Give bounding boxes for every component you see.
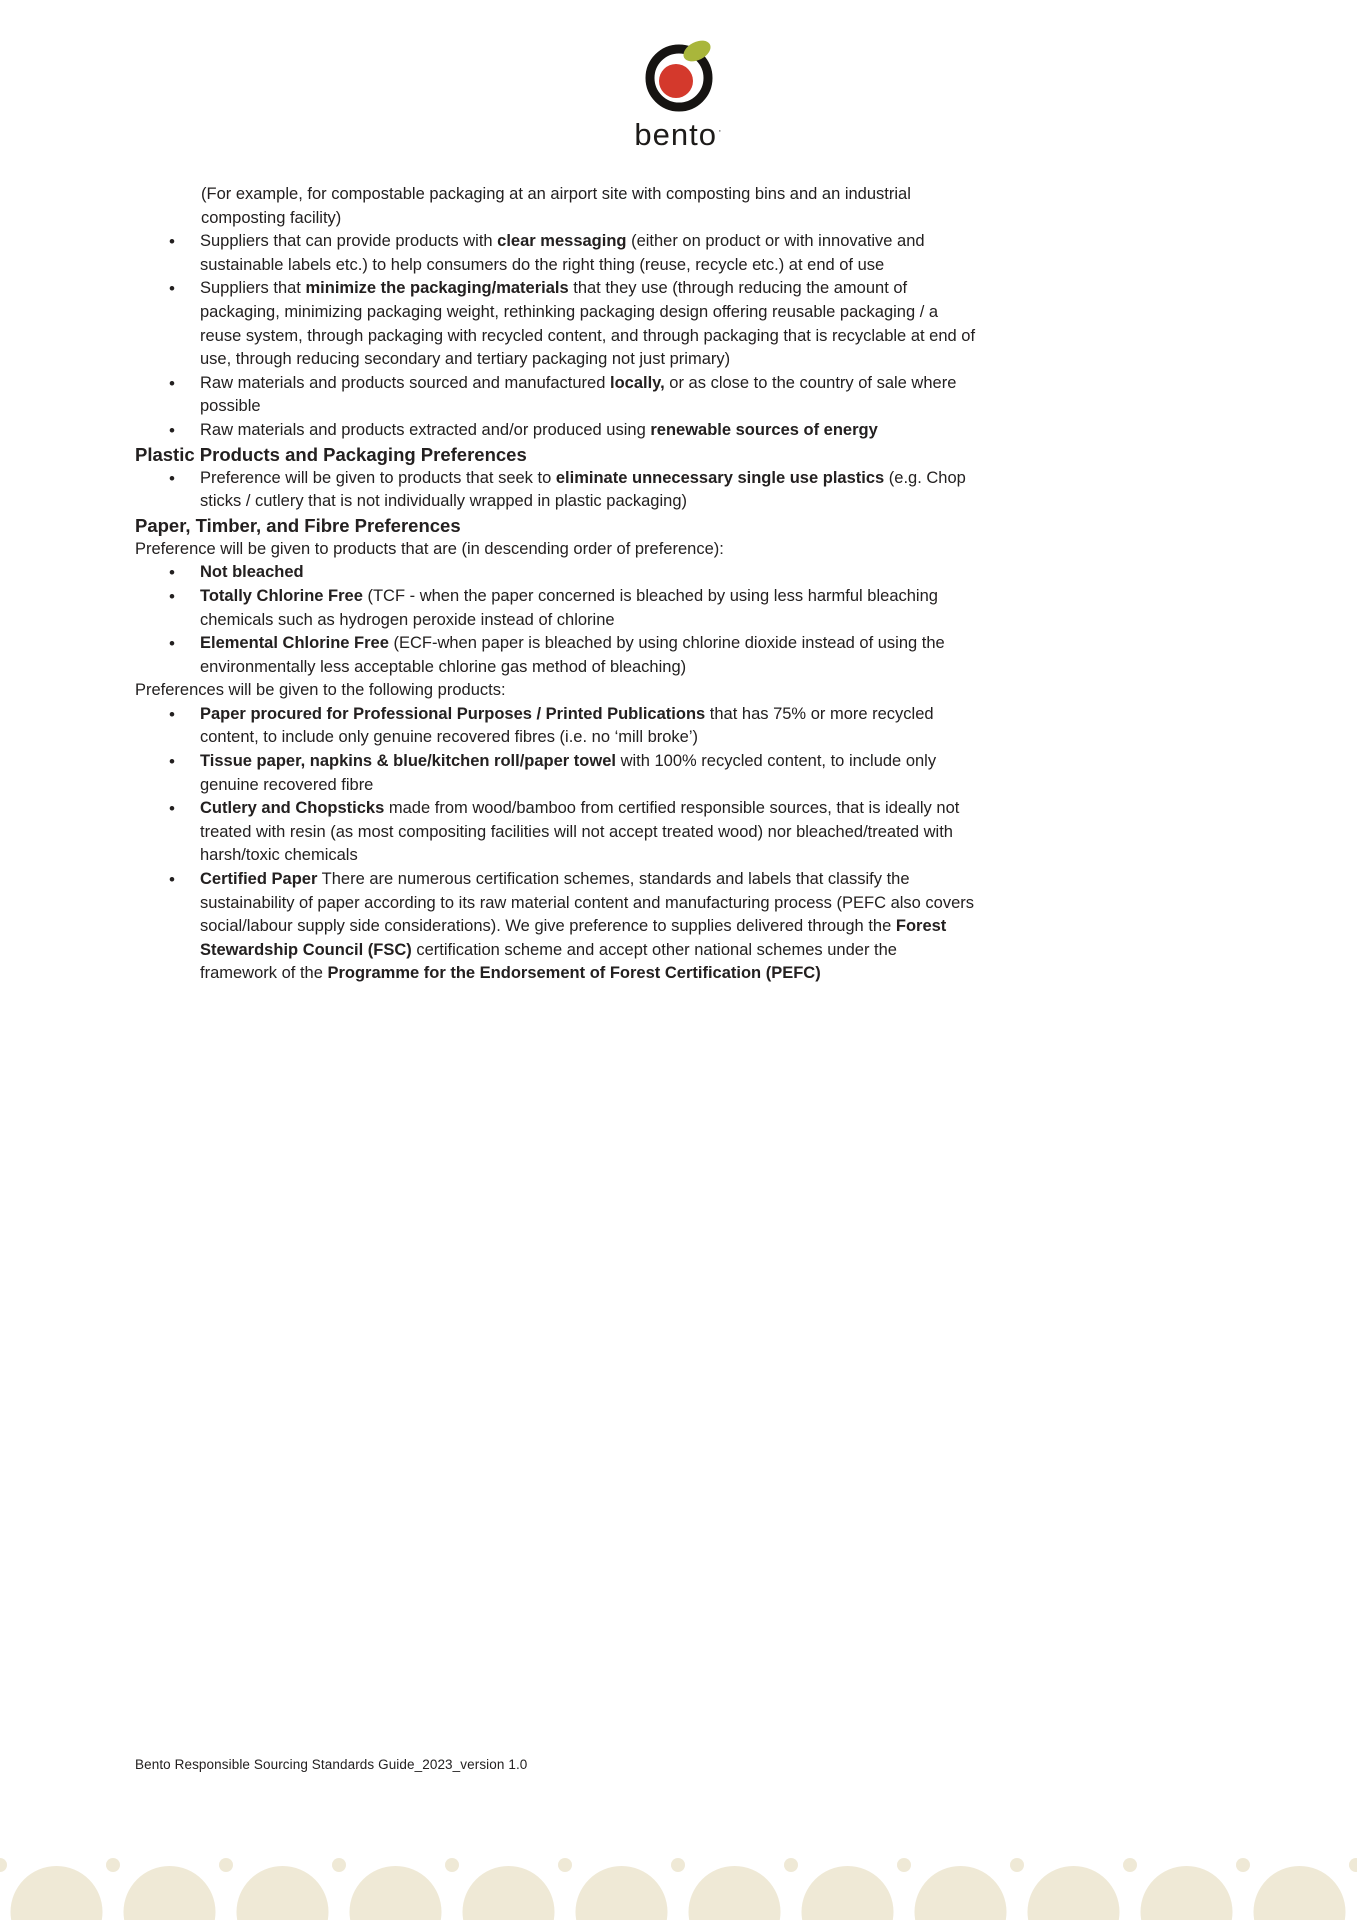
products-intro-paragraph: Preferences will be given to the following products:: [135, 681, 506, 700]
list-item: • Suppliers that minimize the packaging/materials that they use (through reducing the amount of packaging, minimizing packaging weight, rethinking packaging design offering reusable packaging / a reuse system, through packaging with recycled content, and through packaging that is recyclable at end of use, through reducing secondary and tertiary packaging not just primary): [168, 277, 978, 371]
supplier-preferences-list: [135, 230, 978, 442]
list-item: • Elemental Chlorine Free (ECF-when paper is bleached by using chlorine dioxide instead of using the environmentally less acceptable chlorine gas method of bleaching): [168, 632, 978, 679]
logo-red-dot: [659, 64, 693, 98]
list-item: • Not bleached: [168, 561, 978, 585]
logo-trademark-dot: ·: [717, 124, 723, 137]
logo: [0, 34, 1357, 153]
document-footer: Bento Responsible Sourcing Standards Guide_2023_version 1.0: [135, 1757, 528, 1772]
list-item: • Suppliers that can provide products with clear messaging (either on product or with innovative and sustainable labels etc.) to help consumers do the right thing (reuse, recycle etc.) at end of use: [168, 230, 978, 277]
logo-brand-text: bento: [634, 117, 717, 152]
bleaching-preferences-list: [135, 561, 978, 679]
example-note: (For example, for compostable packaging at an airport site with composting bins and an industrial composting facility): [201, 185, 911, 227]
list-item: • Raw materials and products sourced and manufactured locally, or as close to the country of sale where possible: [168, 372, 978, 419]
list-item: • Paper procured for Professional Purposes / Printed Publications that has 75% or more recycled content, to include only genuine recovered fibres (i.e. no ‘mill broke’): [168, 703, 978, 750]
list-item: • Totally Chlorine Free (TCF - when the paper concerned is bleached by using less harmful bleaching chemicals such as hydrogen peroxide instead of chlorine: [168, 585, 978, 632]
logo-wordmark: [634, 117, 722, 153]
heading-plastic-products: Plastic Products and Packaging Preferences: [135, 443, 527, 465]
heading-paper-timber-fibre: Paper, Timber, and Fibre Preferences: [135, 514, 461, 536]
bottom-border-decoration: [0, 1834, 1357, 1920]
list-item: • Preference will be given to products that seek to eliminate unnecessary single use plastics (e.g. Chop sticks / cutlery that is not individually wrapped in plastic packaging): [168, 467, 978, 514]
bento-logo-icon: [636, 34, 722, 116]
product-preferences-list: [135, 703, 978, 986]
list-item: • Certified Paper There are numerous certification schemes, standards and labels that classify the sustainability of paper according to its raw material content and manufacturing process (PEFC also covers social/labour supply side considerations). We give preference to supplies delivered through the Forest Stewardship Council (FSC) certification scheme and accept other national schemes under the framework of the Programme for the Endorsement of Forest Certification (PEFC): [168, 868, 978, 986]
document-content: [135, 183, 978, 986]
list-item: • Cutlery and Chopsticks made from wood/bamboo from certified responsible sources, that is ideally not treated with resin (as most compositing facilities will not accept treated wood) nor bleached/treated with harsh/toxic chemicals: [168, 797, 978, 868]
paper-intro-paragraph: Preference will be given to products that are (in descending order of preference):: [135, 539, 724, 558]
list-item: • Tissue paper, napkins & blue/kitchen roll/paper towel with 100% recycled content, to include only genuine recovered fibre: [168, 750, 978, 797]
list-item: • Raw materials and products extracted and/or produced using renewable sources of energy: [168, 419, 978, 443]
plastic-preferences-list: [135, 467, 978, 514]
